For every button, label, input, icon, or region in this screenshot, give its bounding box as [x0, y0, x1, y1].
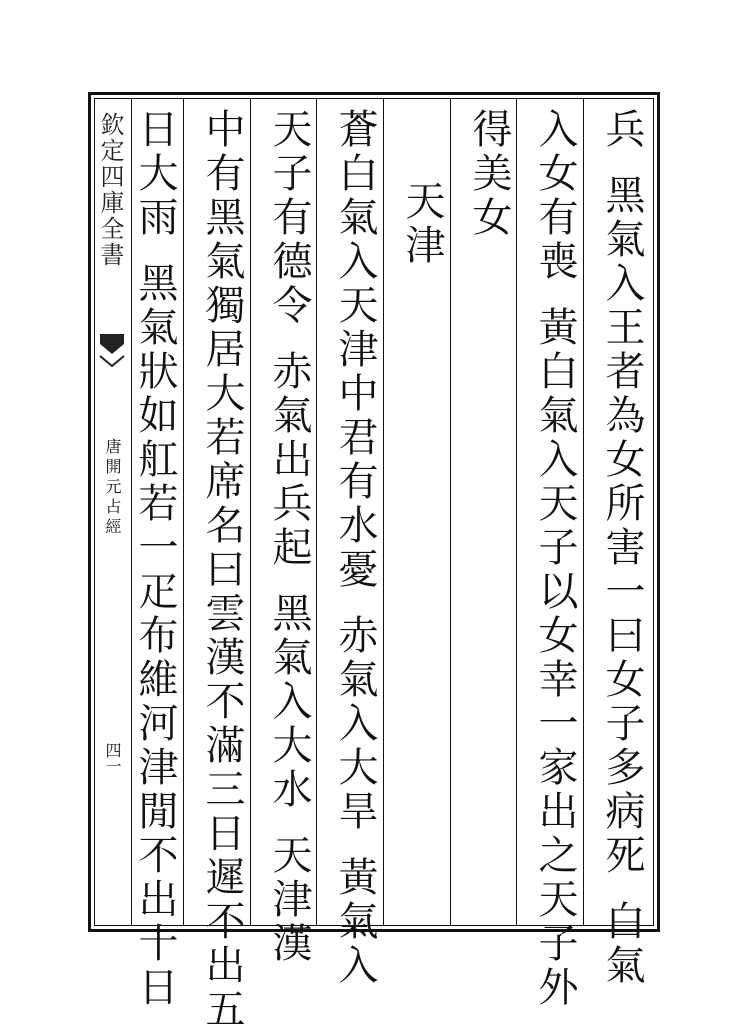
text-column-1 [594, 108, 650, 988]
series-title: 欽定四庫全書 [96, 112, 124, 268]
text-segment: 赤氣入大旱 [332, 614, 378, 834]
text-segment: 日大雨 [132, 108, 178, 240]
column-rule [250, 98, 251, 926]
text-segment: 天子有德令 [266, 108, 312, 328]
text-segment: 黑氣入大水 [266, 592, 312, 812]
fishtail-mark-icon [97, 330, 127, 370]
text-column-2 [527, 108, 583, 1010]
text-column-5 [327, 108, 383, 988]
text-column-8 [127, 108, 183, 1010]
text-segment: 赤氣出兵起 [266, 350, 312, 570]
text-segment: 黃氣入 [332, 856, 378, 988]
text-column-4 [394, 180, 450, 268]
page-number: 四一 [103, 742, 122, 774]
text-column-3 [461, 108, 517, 240]
section-heading: 天津 [399, 180, 445, 268]
column-rule [383, 98, 384, 926]
book-title: 唐開元占經 [103, 438, 122, 538]
text-column-6 [261, 108, 317, 966]
column-rule [583, 98, 584, 926]
text-segment: 黑氣入王者為女所害一曰女子多病死 [599, 174, 645, 878]
text-segment: 黃白氣入天子以女幸一家出之天子外 [532, 306, 578, 1010]
text-segment: 白氣 [599, 900, 645, 988]
text-column-7 [194, 108, 250, 1032]
text-segment: 中有黑氣獨居大若席名曰雲漢不滿三日遲不出五 [199, 108, 245, 1032]
text-segment: 得美女 [466, 108, 512, 240]
text-segment: 黑氣狀如舡若一疋布維河津閒不出十日 [132, 262, 178, 1010]
column-rule [450, 98, 451, 926]
text-segment: 入女有喪 [532, 108, 578, 284]
text-segment: 蒼白氣入天津中君有水憂 [332, 108, 378, 592]
text-segment: 天津漢 [266, 834, 312, 966]
text-segment: 兵 [599, 108, 645, 152]
column-rule [183, 98, 184, 926]
